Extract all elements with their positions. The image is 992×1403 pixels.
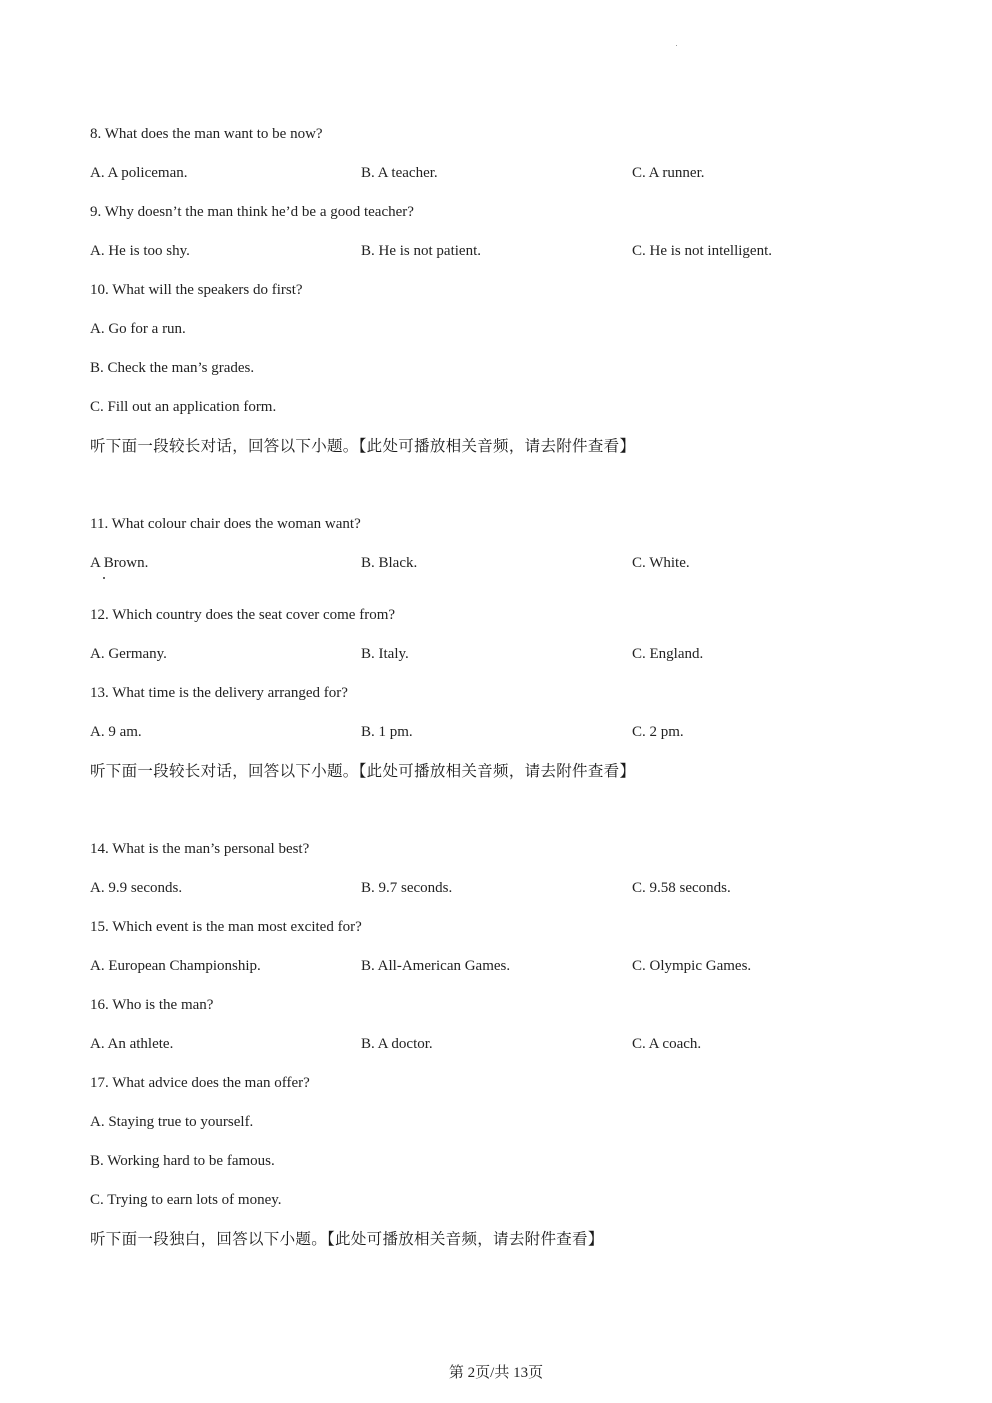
q8-option-c: C. A runner. <box>632 165 705 181</box>
q9-option-b: B. He is not patient. <box>361 243 481 259</box>
question-10: 10. What will the speakers do first? <box>90 282 303 298</box>
question-12: 12. Which country does the seat cover come from? <box>90 607 396 623</box>
q14-option-b: B. 9.7 seconds. <box>361 880 453 896</box>
q16-option-c: C. A coach. <box>632 1036 702 1052</box>
question-17: 17. What advice does the man offer? <box>90 1075 310 1091</box>
instruction-long-dialogue-2: 听下面一段较长对话，回答以下小题。【此处可播放相关音频，请去附件查看】 <box>90 762 636 780</box>
q15-option-a: A. European Championship. <box>90 958 261 974</box>
q12-option-c: C. England. <box>632 646 704 662</box>
question-13: 13. What time is the delivery arranged for? <box>90 685 348 701</box>
q10-option-c: C. Fill out an application form. <box>90 399 277 415</box>
q12-option-a: A. Germany. <box>90 646 167 662</box>
q13-option-c: C. 2 pm. <box>632 724 684 740</box>
q11-option-c: C. White. <box>632 555 690 571</box>
q11-option-b: B. Black. <box>361 555 418 571</box>
q8-option-a: A. A policeman. <box>90 165 188 181</box>
q9-option-c: C. He is not intelligent. <box>632 243 772 259</box>
q17-option-b: B. Working hard to be famous. <box>90 1153 275 1169</box>
q9-option-a: A. He is too shy. <box>90 243 190 259</box>
q12-option-b: B. Italy. <box>361 646 409 662</box>
q13-option-b: B. 1 pm. <box>361 724 413 740</box>
page-footer: 第 2页/共 13页 <box>448 1365 544 1381</box>
question-8: 8. What does the man want to be now? <box>90 126 323 142</box>
q14-option-c: C. 9.58 seconds. <box>632 880 731 896</box>
scan-speck <box>676 45 677 46</box>
stray-dot <box>103 577 105 579</box>
q13-option-a: A. 9 am. <box>90 724 142 740</box>
q8-option-b: B. A teacher. <box>361 165 438 181</box>
question-9: 9. Why doesn’t the man think he’d be a good teacher? <box>90 204 414 220</box>
instruction-monologue: 听下面一段独白，回答以下小题。【此处可播放相关音频，请去附件查看】 <box>90 1230 604 1248</box>
question-16: 16. Who is the man? <box>90 997 214 1013</box>
question-14: 14. What is the man’s personal best? <box>90 841 310 857</box>
q11-option-a: A Brown. <box>90 555 149 571</box>
q14-option-a: A. 9.9 seconds. <box>90 880 183 896</box>
q15-option-c: C. Olympic Games. <box>632 958 752 974</box>
q15-option-b: B. All-American Games. <box>361 958 511 974</box>
question-15: 15. Which event is the man most excited for? <box>90 919 362 935</box>
question-11: 11. What colour chair does the woman want? <box>90 516 361 532</box>
q10-option-b: B. Check the man’s grades. <box>90 360 255 376</box>
q16-option-a: A. An athlete. <box>90 1036 174 1052</box>
q17-option-a: A. Staying true to yourself. <box>90 1114 254 1130</box>
q10-option-a: A. Go for a run. <box>90 321 186 337</box>
q17-option-c: C. Trying to earn lots of money. <box>90 1192 282 1208</box>
q16-option-b: B. A doctor. <box>361 1036 433 1052</box>
instruction-long-dialogue-1: 听下面一段较长对话，回答以下小题。【此处可播放相关音频，请去附件查看】 <box>90 437 636 455</box>
